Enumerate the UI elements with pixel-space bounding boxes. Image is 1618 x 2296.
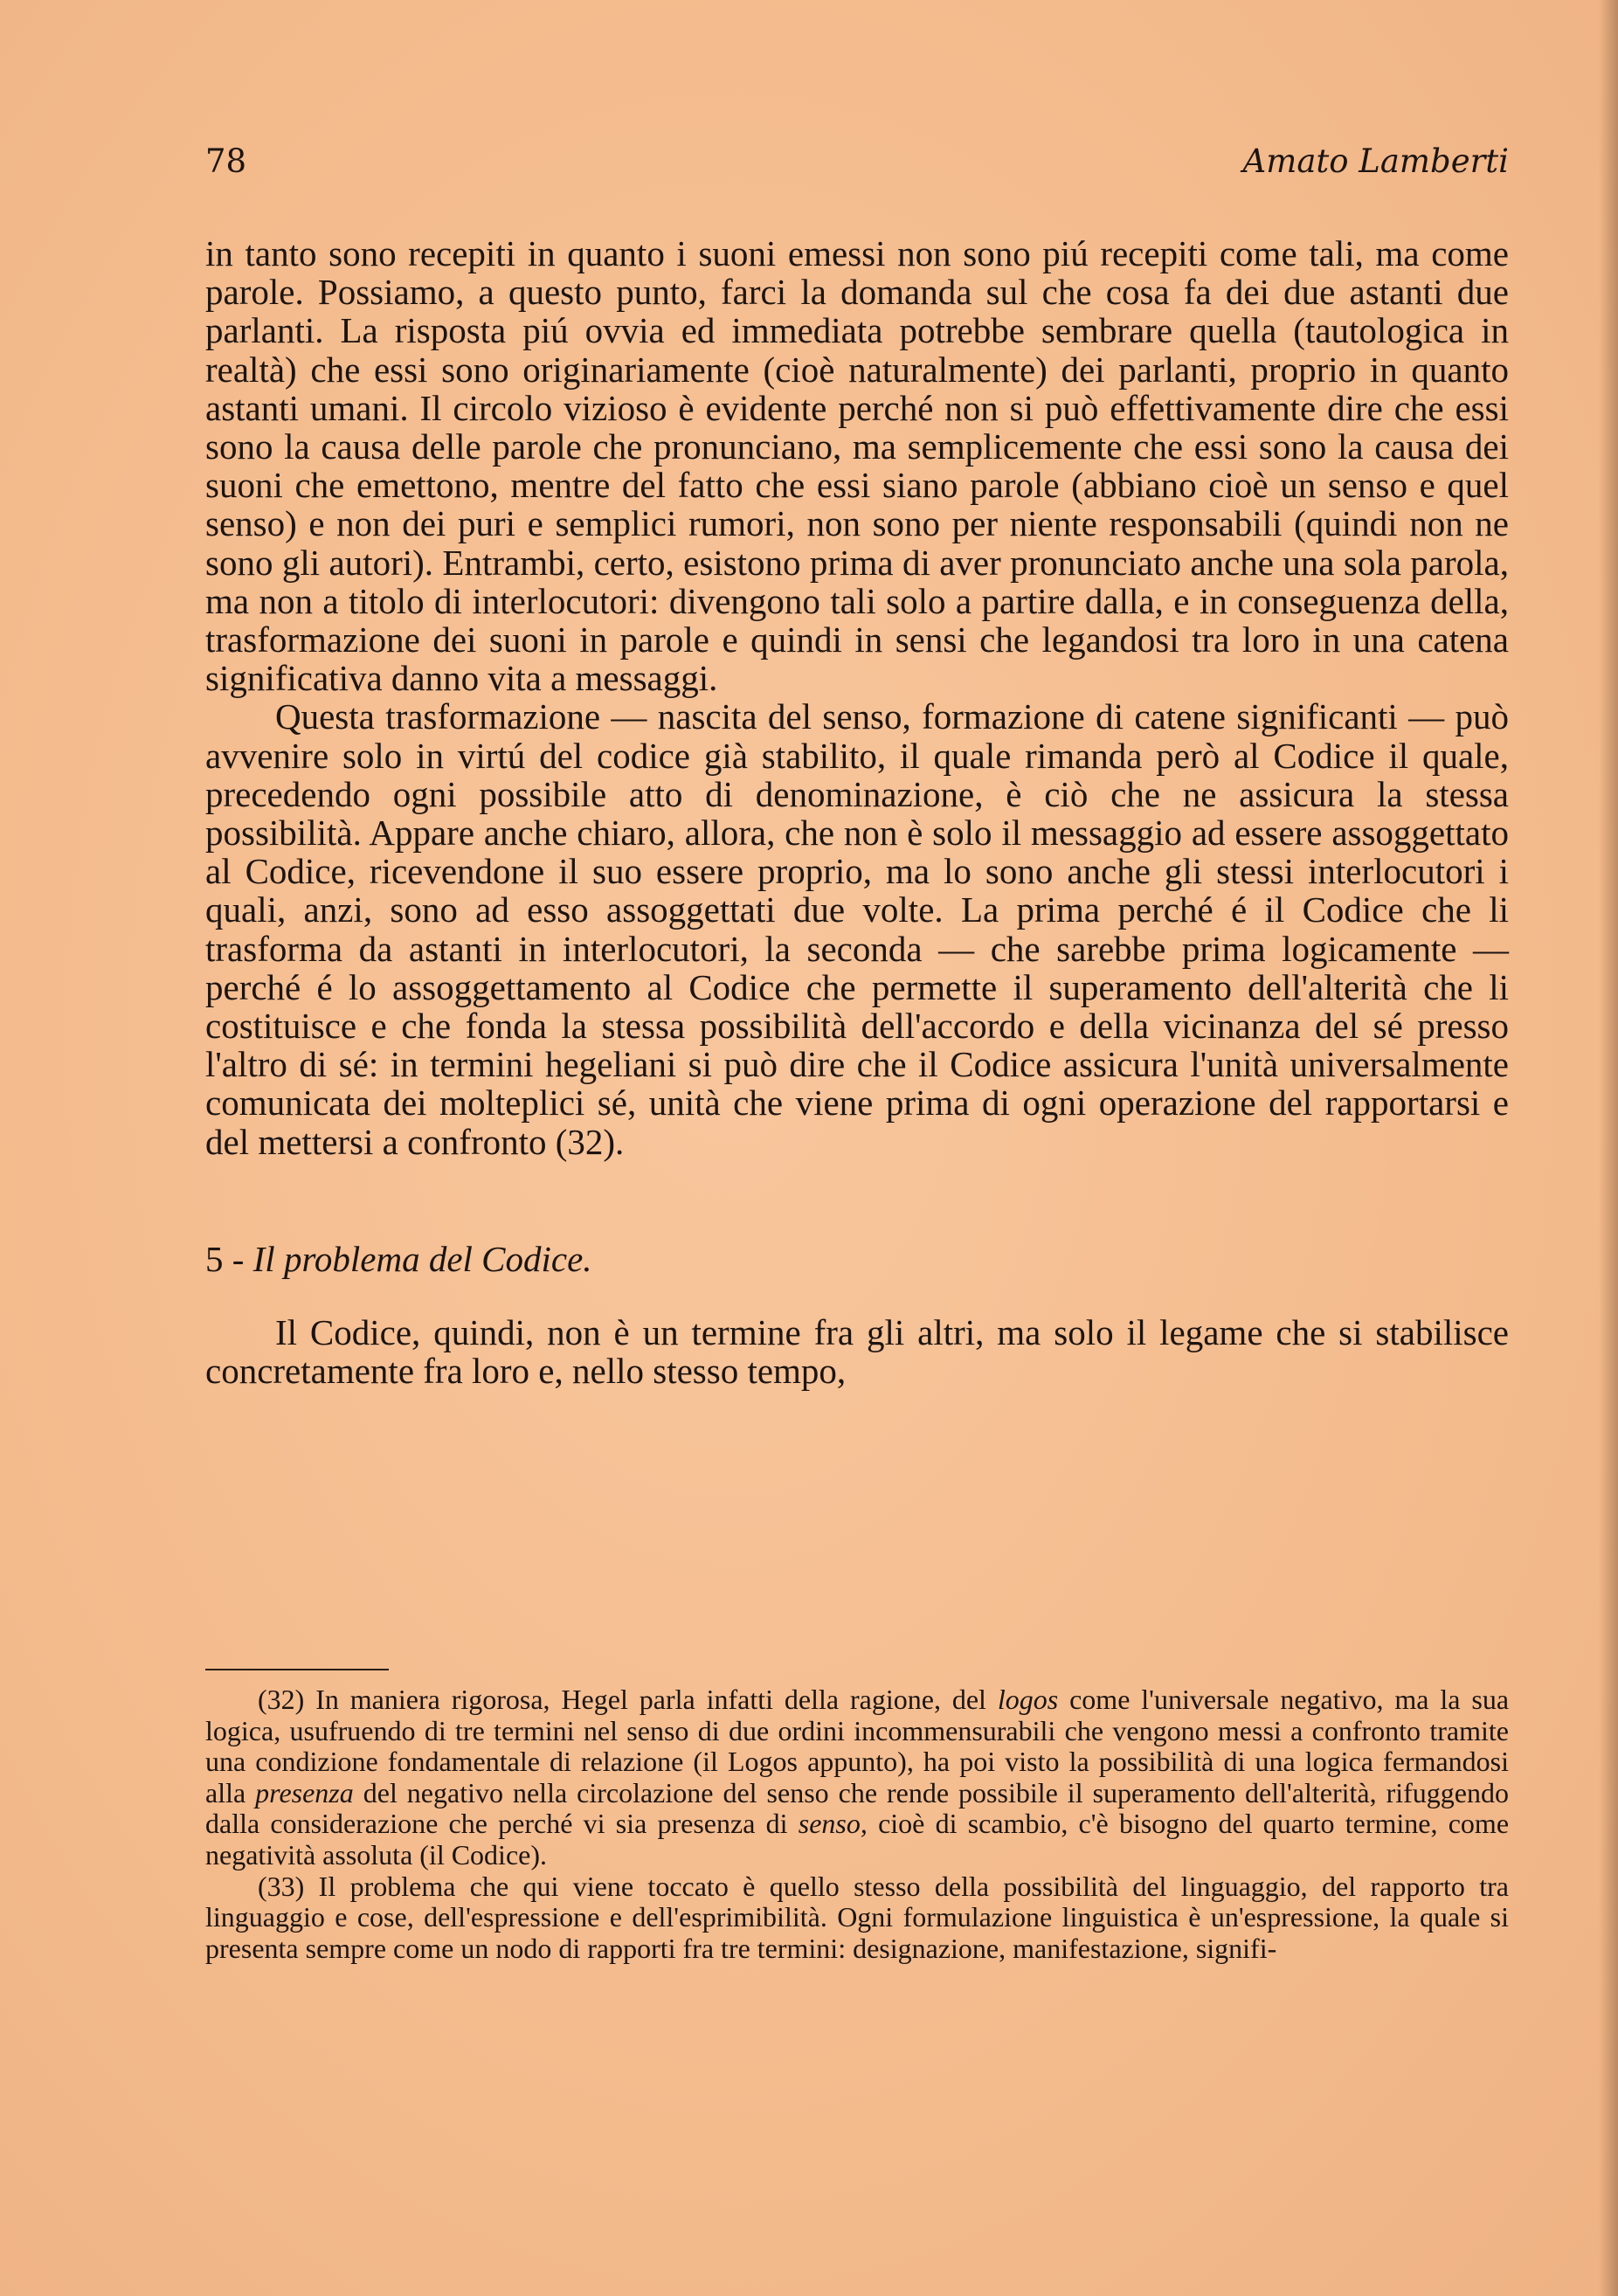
main-text <box>205 234 1509 1390</box>
footnote-32: (32) In maniera rigorosa, Hegel parla infatti della ragione, del logos come l'universale negativo, ma la sua logica, usufruendo di tre termini nel senso di due ordini incommensurabili che vengono messi a confronto tramite una condizione fondamentale di relazione (il Logos appunto), ha poi visto la possibilità di una logica fermandosi alla presenza del negativo nella circolazione del senso che rende possibile il superamento dell'alterità, rifuggendo dalla considerazione che perché vi sia presenza di senso, cioè di scambio, c'è bisogno del quarto termine, come negatività assoluta (il Codice). <box>205 1684 1510 1871</box>
section-number: 5 - <box>205 1238 245 1279</box>
body-paragraph: Il Codice, quindi, non è un termine fra gli altri, ma solo il legame che si stabilisce concretamente fra loro e, nello stesso tempo, <box>205 1311 1509 1392</box>
page-number: 78 <box>205 142 247 180</box>
page-header <box>205 140 1509 183</box>
section-title: Il problema del Codice. <box>252 1238 592 1279</box>
footnotes <box>205 1684 1509 1964</box>
body-paragraph: Questa trasformazione — nascita del senso, formazione di catene significanti — può avvenire solo in virtú del codice già stabilito, il quale rimanda però al Codice il quale, precedendo ogni possibile atto di denominazione, è ciò che ne assicura la stessa possibilità. Appare anche chiaro, allora, che non è solo il messaggio ad essere assoggettato al Codice, ricevendone il suo essere proprio, ma lo sono anche gli stessi interlocutori i quali, anzi, sono ad esso assoggettati due volte. La prima perché é il Codice che li trasforma da astanti in interlocutori, la seconda — che sarebbe prima logicamente — perché é lo assoggettamento al Codice che permette il superamento dell'alterità che li costituisce e che fonda la stessa possibilità dell'accordo e della vicinanza del sé presso l'altro di sé: in termini hegeliani si può dire che il Codice assicura l'unità universalmente comunicata dei molteplici sé, unità che viene prima di ogni operazione del rapportarsi e del mettersi a confronto (32). <box>205 696 1509 1162</box>
body-paragraph: in tanto sono recepiti in quanto i suoni emessi non sono piú recepiti come tali, ma come parole. Possiamo, a questo punto, farci la domanda sul che cosa fa dei due astanti due parlanti. La risposta piú ovvia ed immediata potrebbe sembrare quella (tautologica in realtà) che essi sono originariamente (cioè naturalmente) dei parlanti, proprio in quanto astanti umani. Il circolo vizioso è evidente perché non si può effettivamente dire che essi sono la causa delle parole che pronunciano, ma semplicemente che essi sono la causa dei suoni che emettono, mentre del fatto che essi siano parole (abbiano cioè un senso e quel senso) e non dei puri e semplici rumori, non sono per niente responsabili (quindi non ne sono gli autori). Entrambi, certo, esistono prima di aver pronunciato anche una sola parola, ma non a titolo di interlocutori: divengono tali solo a partire dalla, e in conseguenza della, trasformazione dei suoni in parole e quindi in sensi che legandosi tra loro in una catena significativa danno vita a messaggi. <box>205 233 1509 699</box>
page-edge-shadow <box>1599 0 1618 2296</box>
footnote-33: (33) Il problema che qui viene toccato è quello stesso della possibilità del linguaggio, del rapporto tra linguaggio e cose, dell'espressione e dell'esprimibilità. Ogni formulazione linguistica è un'espressione, la quale si presenta sempre come un nodo di rapporti fra tre termini: designazione, manifestazione, signifi- <box>205 1870 1509 1964</box>
footnote-separator <box>205 1669 389 1670</box>
running-head-author: Amato Lamberti <box>1242 142 1509 180</box>
section-heading <box>205 1240 1509 1278</box>
